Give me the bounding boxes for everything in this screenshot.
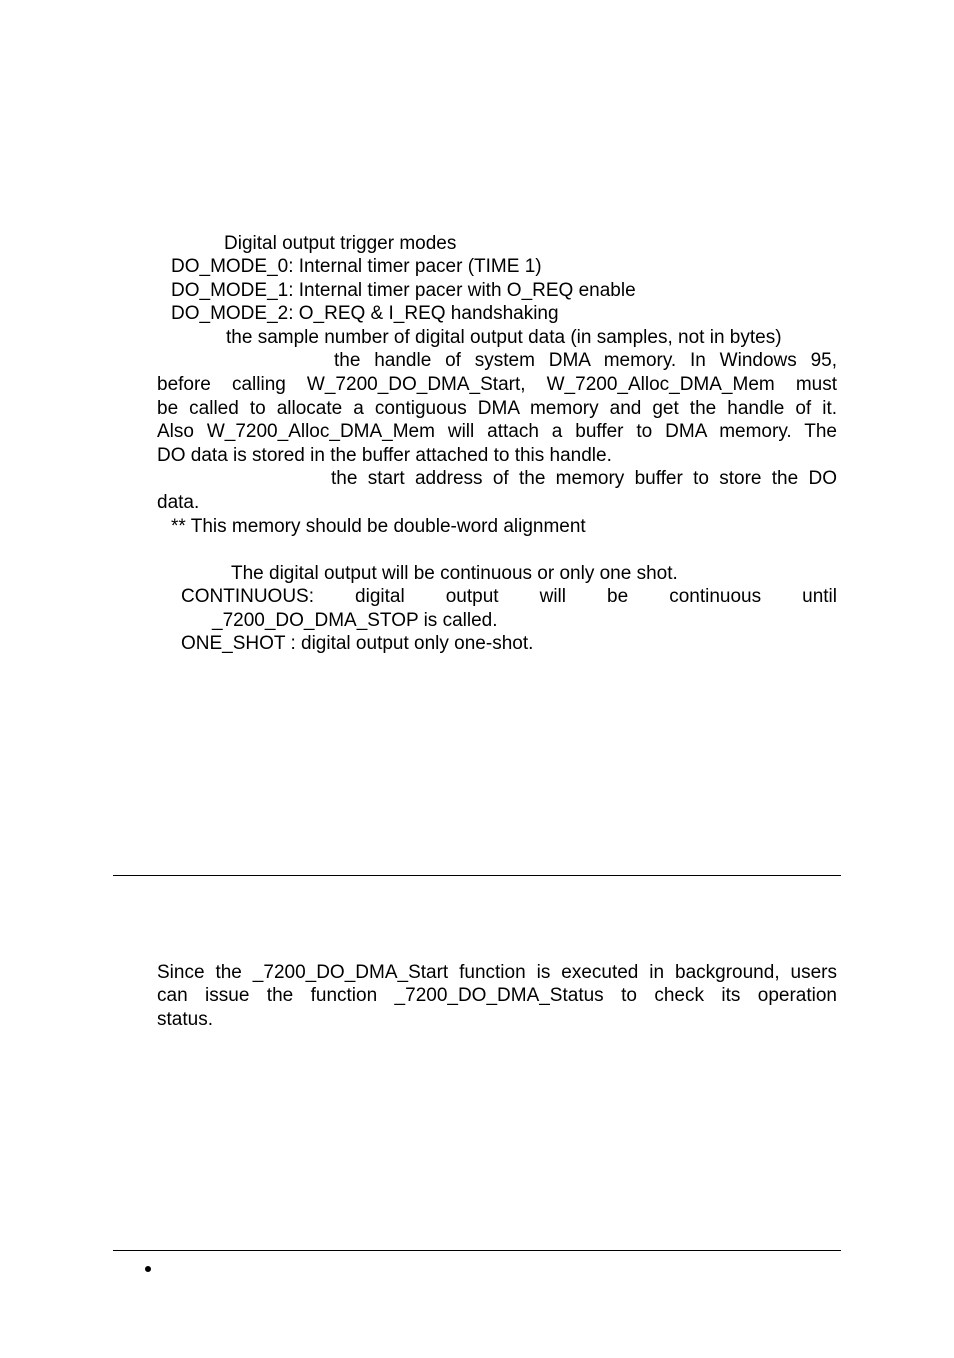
footer-divider: [113, 1250, 841, 1251]
do-mode-2: DO_MODE_2: O_REQ & I_REQ handshaking: [171, 303, 559, 324]
do-mode-1: DO_MODE_1: Internal timer pacer with O_REQ enable: [171, 280, 636, 301]
do-mode-0: DO_MODE_0: Internal timer pacer (TIME 1): [171, 256, 542, 277]
mode-continuous-line-1: CONTINUOUS: digital output will be continuous until: [181, 586, 837, 607]
status-line-3: status.: [157, 1009, 213, 1030]
dma-handle-line-3: be called to allocate a contiguous DMA memory and get the handle of it.: [157, 398, 837, 419]
mode-continuous-line-2: _7200_DO_DMA_STOP is called.: [212, 610, 498, 631]
count-description: the sample number of digital output data (in samples, not in bytes): [226, 327, 782, 348]
dma-handle-line-4: Also W_7200_Alloc_DMA_Mem will attach a buffer to DMA memory. The: [157, 421, 837, 442]
footer-bullet: [145, 1266, 151, 1272]
mode-one-shot: ONE_SHOT : digital output only one-shot.: [181, 633, 534, 654]
mode-description: The digital output will be continuous or only one shot.: [231, 563, 678, 584]
do-mode-description: Digital output trigger modes: [224, 233, 457, 254]
dma-handle-line-1: the handle of system DMA memory. In Windows 95,: [334, 350, 837, 371]
dma-handle-line-5: DO data is stored in the buffer attached to this handle.: [157, 445, 612, 466]
buffer-line-1: the start address of the memory buffer to store the DO: [331, 468, 837, 489]
status-line-1: Since the _7200_DO_DMA_Start function is executed in background, users: [157, 962, 837, 983]
buffer-alignment-note: ** This memory should be double-word alignment: [171, 516, 586, 537]
section-divider: [113, 875, 841, 876]
buffer-line-2: data.: [157, 492, 200, 513]
status-line-2: can issue the function _7200_DO_DMA_Status to check its operation: [157, 985, 837, 1006]
dma-handle-line-2: before calling W_7200_DO_DMA_Start, W_7200_Alloc_DMA_Mem must: [157, 374, 837, 395]
